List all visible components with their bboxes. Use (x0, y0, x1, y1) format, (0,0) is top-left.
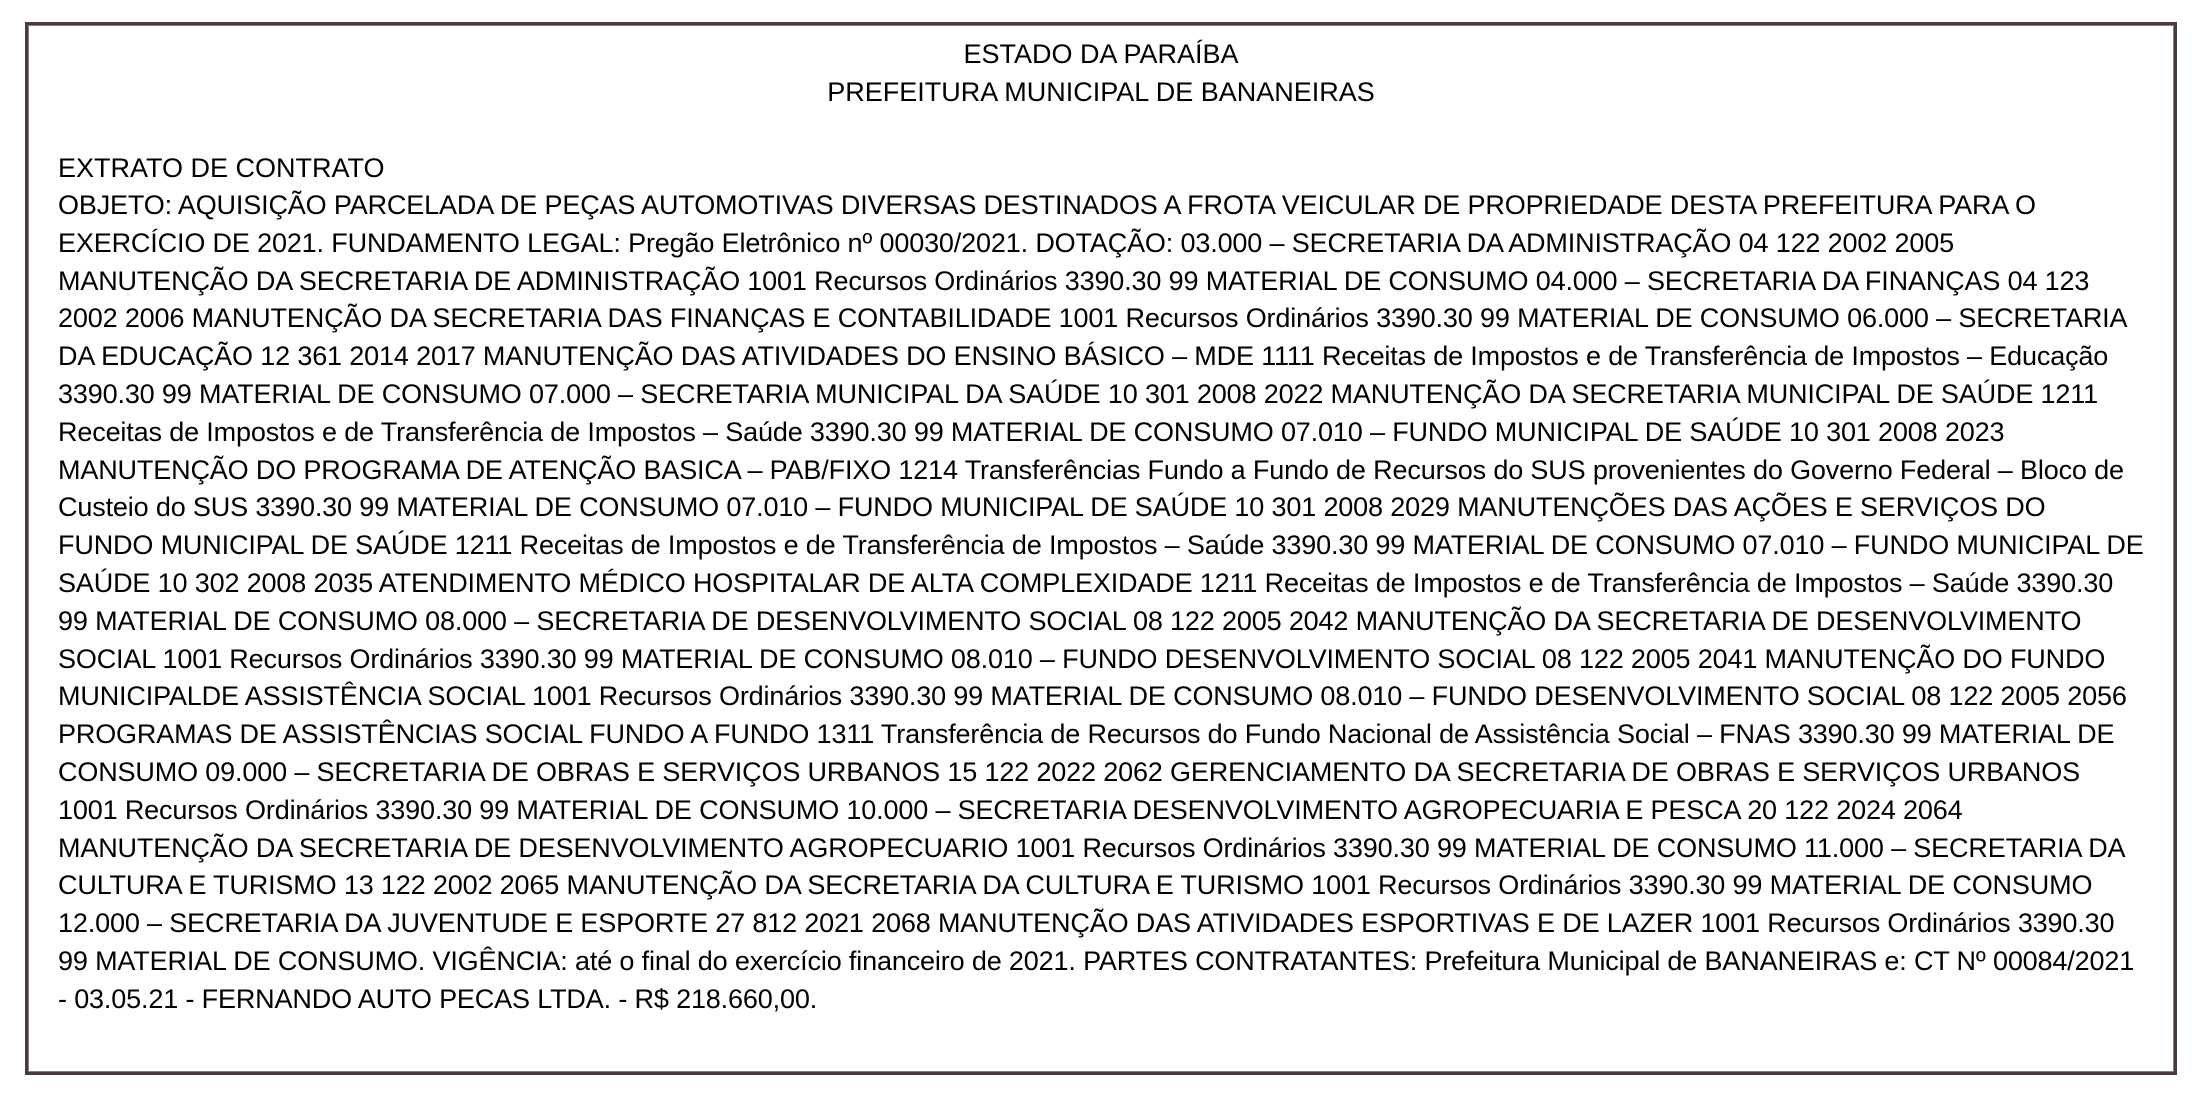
municipality-heading: PREFEITURA MUNICIPAL DE BANANEIRAS (827, 77, 1375, 107)
document-frame (25, 22, 2177, 1075)
header-spacer (58, 111, 2144, 149)
document-header (58, 35, 2144, 111)
document-title: EXTRATO DE CONTRATO (58, 153, 385, 183)
contract-body-text: OBJETO: AQUISIÇÃO PARCELADA DE PEÇAS AUTOMOTIVAS DIVERSAS DESTINADOS A FROTA VEICULAR DE PROPRIEDADE DESTA PREFEITURA PARA O EXERCÍCIO DE 2021. FUNDAMENTO LEGAL: Pregão Eletrônico nº 00030/2021. DOTAÇÃO: 03.000 – SECRETARIA DA ADMINISTRAÇÃO 04 122 2002 2005 MANUTENÇÃO DA SECRETARIA DE ADMINISTRAÇÃO 1001 Recursos Ordinários 3390.30 99 MATERIAL DE CONSUMO 04.000 – SECRETARIA DA FINANÇAS 04 123 2002 2006 MANUTENÇÃO DA SECRETARIA DAS FINANÇAS E CONTABILIDADE 1001 Recursos Ordinários 3390.30 99 MATERIAL DE CONSUMO 06.000 – SECRETARIA DA EDUCAÇÃO 12 361 2014 2017 MANUTENÇÃO DAS ATIVIDADES DO ENSINO BÁSICO – MDE 1111 Receitas de Impostos e de Transferência de Impostos – Educação 3390.30 99 MATERIAL DE CONSUMO 07.000 – SECRETARIA MUNICIPAL DA SAÚDE 10 301 2008 2022 MANUTENÇÃO DA SECRETARIA MUNICIPAL DE SAÚDE 1211 Receitas de Impostos e de Transferência de Impostos – Saúde 3390.30 99 MATERIAL DE CONSUMO 07.010 – FUNDO MUNICIPAL DE SAÚDE 10 301 2008 2023 MANUTENÇÃO DO PROGRAMA DE ATENÇÃO BASICA – PAB/FIXO 1214 Transferências Fundo a Fundo de Recursos do SUS provenientes do Governo Federal – Bloco de Custeio do SUS 3390.30 99 MATERIAL DE CONSUMO 07.010 – FUNDO MUNICIPAL DE SAÚDE 10 301 2008 2029 MANUTENÇÕES DAS AÇÕES E SERVIÇOS DO FUNDO MUNICIPAL DE SAÚDE 1211 Receitas de Impostos e de Transferência de Impostos – Saúde 3390.30 99 MATERIAL DE CONSUMO 07.010 – FUNDO MUNICIPAL DE SAÚDE 10 302 2008 2035 ATENDIMENTO MÉDICO HOSPITALAR DE ALTA COMPLEXIDADE 1211 Receitas de Impostos e de Transferência de Impostos – Saúde 3390.30 99 MATERIAL DE CONSUMO 08.000 – SECRETARIA DE DESENVOLVIMENTO SOCIAL 08 122 2005 2042 MANUTENÇÃO DA SECRETARIA DE DESENVOLVIMENTO SOCIAL 1001 Recursos Ordinários 3390.30 99 MATERIAL DE CONSUMO 08.010 – FUNDO DESENVOLVIMENTO SOCIAL 08 122 2005 2041 MANUTENÇÃO DO FUNDO MUNICIPALDE ASSISTÊNCIA SOCIAL 1001 Recursos Ordinários 3390.30 99 MATERIAL DE CONSUMO 08.010 – FUNDO DESENVOLVIMENTO SOCIAL 08 122 2005 2056 PROGRAMAS DE ASSISTÊNCIAS SOCIAL FUNDO A FUNDO 1311 Transferência de Recursos do Fundo Nacional de Assistência Social – FNAS 3390.30 99 MATERIAL DE CONSUMO 09.000 – SECRETARIA DE OBRAS E SERVIÇOS URBANOS 15 122 2022 2062 GERENCIAMENTO DA SECRETARIA DE OBRAS E SERVIÇOS URBANOS 1001 Recursos Ordinários 3390.30 99 MATERIAL DE CONSUMO 10.000 – SECRETARIA DESENVOLVIMENTO AGROPECUARIA E PESCA 20 122 2024 2064 MANUTENÇÃO DA SECRETARIA DE DESENVOLVIMENTO AGROPECUARIO 1001 Recursos Ordinários 3390.30 99 MATERIAL DE CONSUMO 11.000 – SECRETARIA DA CULTURA E TURISMO 13 122 2002 2065 MANUTENÇÃO DA SECRETARIA DA CULTURA E TURISMO 1001 Recursos Ordinários 3390.30 99 MATERIAL DE CONSUMO 12.000 – SECRETARIA DA JUVENTUDE E ESPORTE 27 812 2021 2068 MANUTENÇÃO DAS ATIVIDADES ESPORTIVAS E DE LAZER 1001 Recursos Ordinários 3390.30 99 MATERIAL DE CONSUMO. VIGÊNCIA: até o final do exercício financeiro de 2021. PARTES CONTRATANTES: Prefeitura Municipal de BANANEIRAS e: CT Nº 00084/2021 - 03.05.21 - FERNANDO AUTO PECAS LTDA. - R$ 218.660,00. (58, 190, 2144, 1014)
state-heading: ESTADO DA PARAÍBA (963, 39, 1239, 69)
